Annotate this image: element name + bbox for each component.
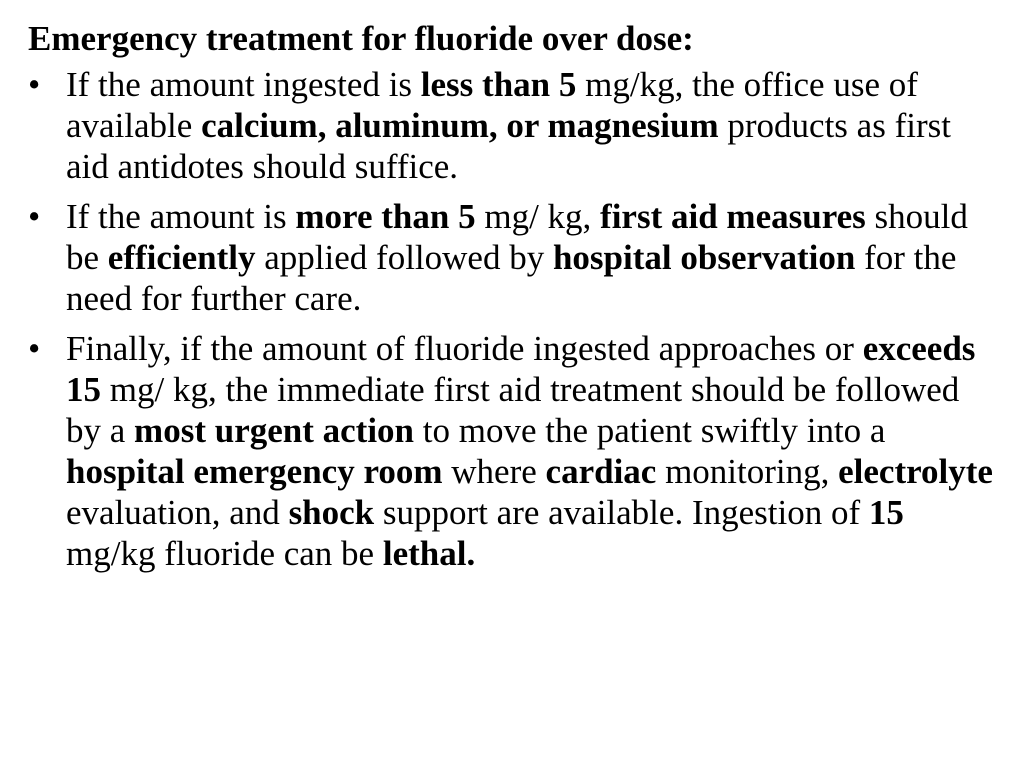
bullet-text: If the amount is xyxy=(66,197,296,236)
bullet-text: mg/kg fluoride can be xyxy=(66,534,383,573)
bullet-text-bold: exceeds 15 xyxy=(66,329,976,409)
bullet-text-bold: efficiently xyxy=(107,238,256,277)
bullet-text: products as first aid antidotes should suffice. xyxy=(66,106,951,186)
bullet-text-bold: hospital observation xyxy=(552,238,856,277)
bullet-text: If the amount ingested is xyxy=(66,65,421,104)
bullet-text: monitoring, xyxy=(656,452,839,491)
bullet-text: to move the patient swiftly into a xyxy=(414,411,886,450)
bullet-text: for the need for further care. xyxy=(66,238,957,318)
bullet-text-bold: electrolyte xyxy=(838,452,993,491)
bullet-text: where xyxy=(442,452,546,491)
bullet-text: mg/ kg, xyxy=(475,197,601,236)
bullet-text-bold: less than 5 xyxy=(420,65,577,104)
bullet-text-bold: lethal. xyxy=(382,534,476,573)
bullet-item xyxy=(28,328,994,574)
bullet-text-bold: shock xyxy=(288,493,375,532)
bullet-text-bold: cardiac xyxy=(545,452,657,491)
bullet-text: Finally, if the amount of fluoride ingested approaches or xyxy=(66,329,863,368)
bullet-text-bold: first aid measures xyxy=(600,197,866,236)
bullet-text-bold: more than 5 xyxy=(295,197,476,236)
bullet-text: evaluation, and xyxy=(66,493,289,532)
bullet-text-bold: 15 xyxy=(868,493,904,532)
bullet-text-bold: most urgent action xyxy=(134,411,415,450)
bullet-dot-icon: • xyxy=(28,197,41,236)
bullet-item xyxy=(28,64,994,187)
bullet-text: should be xyxy=(66,197,968,277)
bullet-dot-icon: • xyxy=(28,65,41,104)
bullet-list xyxy=(28,64,994,574)
bullet-text: mg/ kg, the immediate first aid treatment should be followed by a xyxy=(66,370,960,450)
bullet-text: applied followed by xyxy=(255,238,553,277)
bullet-text-bold: hospital emergency room xyxy=(66,452,443,491)
bullet-text-bold: calcium, aluminum, or magnesium xyxy=(201,106,719,145)
slide-heading: Emergency treatment for fluoride over dose: xyxy=(28,19,694,58)
bullet-item xyxy=(28,196,994,319)
bullet-text: support are available. Ingestion of xyxy=(374,493,869,532)
bullet-dot-icon: • xyxy=(28,329,41,368)
bullet-text: mg/kg, the office use of available xyxy=(66,65,918,145)
